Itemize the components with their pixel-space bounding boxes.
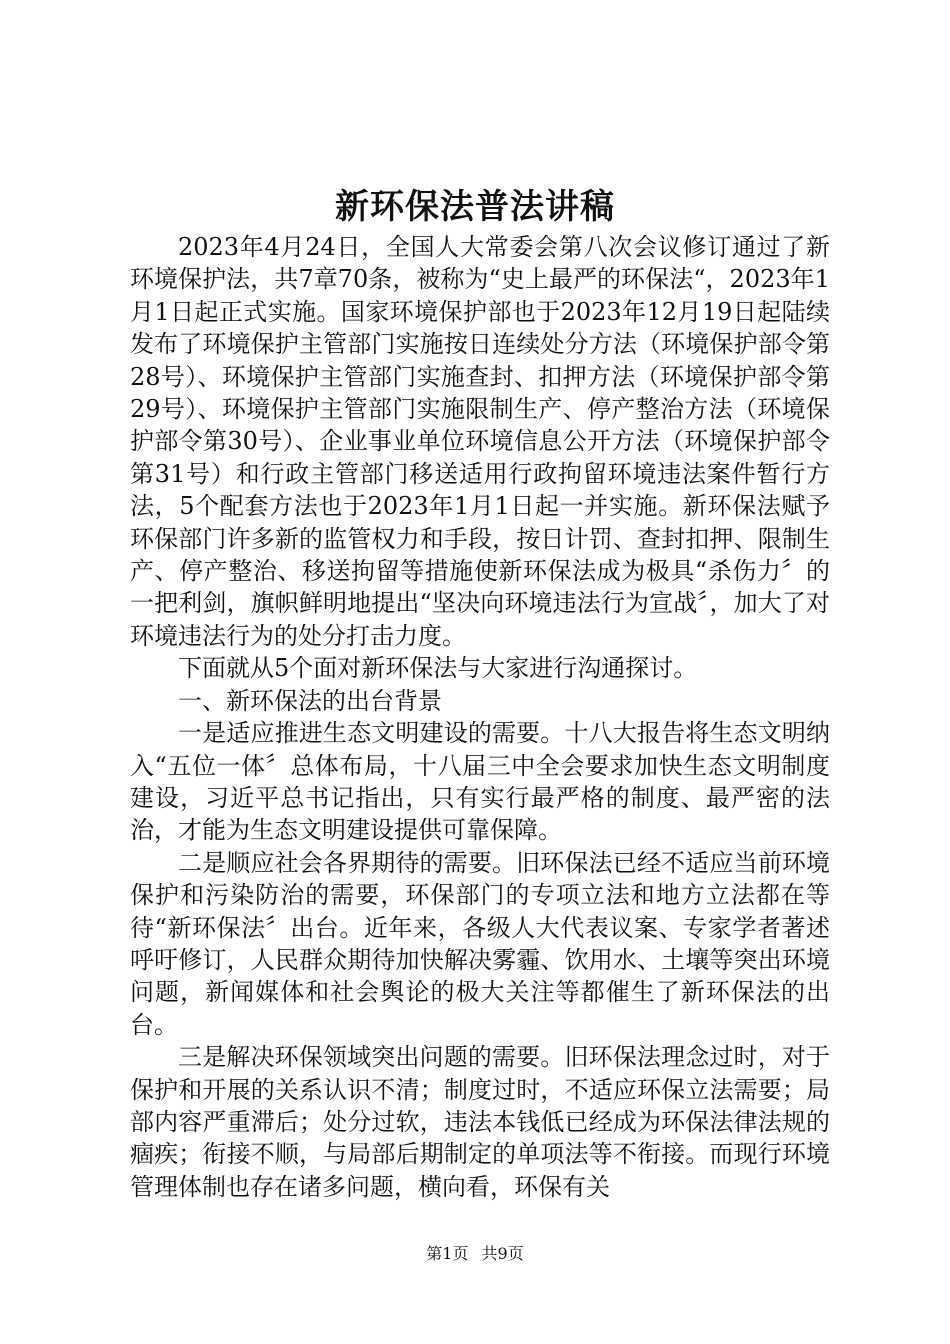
paragraph-point-one: 一是适应推进生态文明建设的需要。十八大报告将生态文明纳入“五位一体〞总体布局，十八届三中全会要求加快生态文明制度建设，习近平总书记指出，只有实行最严格的制度、最严密的法治，才能为生态文明建设提供可靠保障。 (130, 719, 830, 845)
document-title: 新环保法普法讲稿 (335, 187, 615, 227)
paragraph-outline: 下面就从5个面对新环保法与大家进行沟通探讨。 (178, 654, 698, 683)
page-footer (0, 1243, 950, 1265)
paragraph-point-three: 三是解决环保领域突出问题的需要。旧环保法理念过时，对于保护和开展的关系认识不清；制度过时，不适应环保立法需要；局部内容严重滞后；处分过软，违法本钱低已经成为环保法律法规的痼疾；衔接不顺，与局部后期制定的单项法等不衔接。而现行环境管理体制也存在诸多问题，横向看，环保有关 (130, 1043, 830, 1201)
paragraph-point-two: 二是顺应社会各界期待的需要。旧环保法已经不适应当前环境保护和污染防治的需要，环保部门的专项立法和地方立法都在等待“新环保法〞出台。近年来，各级人大代表议案、专家学者著述呼吁修订，人民群众期待加快解决雾霾、饮用水、土壤等突出环境问题，新闻媒体和社会舆论的极大关注等都催生了新环保法的出台。 (130, 848, 830, 1039)
document-body (130, 231, 830, 1203)
page-number: 第1页 (426, 1244, 469, 1263)
page-total: 共9页 (481, 1244, 524, 1263)
paragraph-intro: 2023年4月24日，全国人大常委会第八次会议修订通过了新环境保护法，共7章70条，被称为“史上最严的环保法“，2023年1月1日起正式实施。国家环境保护部也于2023年12月19日起陆续发布了环境保护主管部门实施按日连续处分方法（环境保护部令第28号）、环境保护主管部门实施查封、扣押方法（环境保护部令第29号）、环境保护主管部门实施限制生产、停产整治方法（环境保护部令第30号）、企业事业单位环境信息公开方法（环境保护部令第31号）和行政主管部门移送适用行政拘留环境违法案件暂行方法，5个配套方法也于2023年1月1日起一并实施。新环保法赋予环保部门许多新的监管权力和手段，按日计罚、查封扣押、限制生产、停产整治、移送拘留等措施使新环保法成为极具“杀伤力〞的一把利剑，旗帜鲜明地提出“坚决向环境违法行为宣战〞，加大了对环境违法行为的处分打击力度。 (130, 233, 830, 650)
section-heading-background: 一、新环保法的出台背景 (178, 686, 442, 715)
